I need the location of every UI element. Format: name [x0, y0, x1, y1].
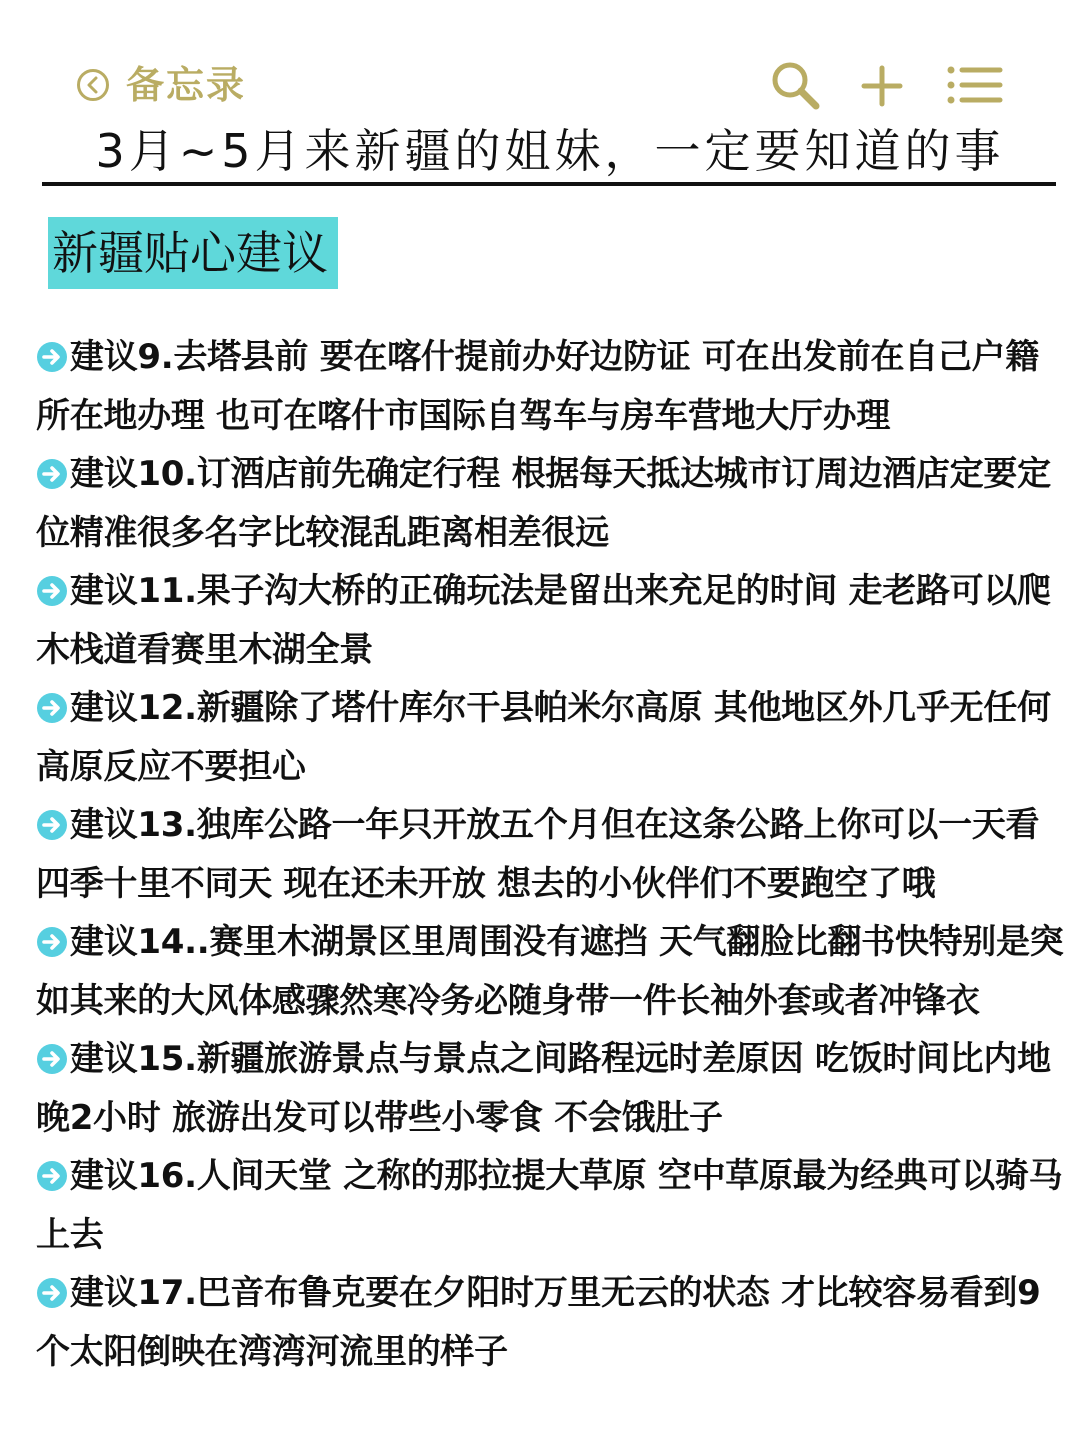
title-underline	[42, 182, 1056, 186]
tip-text: 建议9.去塔县前 要在喀什提前办好边防证 可在出发前在自己户籍所在地办理 也可在喀什市国际自驾车与房车营地大厅办理	[36, 337, 1039, 436]
list-item	[36, 913, 1072, 1030]
search-icon[interactable]	[766, 56, 826, 116]
arrow-right-circle-icon	[36, 1160, 68, 1192]
arrow-right-circle-icon	[36, 458, 68, 490]
tip-text: 建议10.订酒店前先确定行程 根据每天抵达城市订周边酒店定要定位精准很多名字比较混乱距离相差很远	[36, 454, 1051, 553]
page-title: 3月~5月来新疆的姐妹，一定要知道的事	[95, 124, 1005, 178]
arrow-right-circle-icon	[36, 575, 68, 607]
list-icon[interactable]	[944, 56, 1004, 116]
tip-text: 建议11.果子沟大桥的正确玩法是留出来充足的时间 走老路可以爬木栈道看赛里木湖全景	[36, 571, 1051, 670]
tip-text: 建议14..赛里木湖景区里周围没有遮挡 天气翻脸比翻书快特别是突如其来的大风体感骤然寒冷务必随身带一件长袖外套或者冲锋衣	[36, 922, 1064, 1021]
arrow-right-circle-icon	[36, 1043, 68, 1075]
tip-text: 建议13.独库公路一年只开放五个月但在这条公路上你可以一天看四季十里不同天 现在还未开放 想去的小伙伴们不要跑空了哦	[36, 805, 1040, 904]
tip-text: 建议17.巴音布鲁克要在夕阳时万里无云的状态 才比较容易看到9个太阳倒映在湾湾河流里的样子	[36, 1273, 1041, 1372]
list-item	[36, 328, 1072, 445]
list-item	[36, 679, 1072, 796]
section-heading: 新疆贴心建议	[48, 217, 338, 289]
list-item	[36, 562, 1072, 679]
tip-text: 建议16.人间天堂 之称的那拉提大草原 空中草原最为经典可以骑马上去	[36, 1156, 1063, 1255]
list-item	[36, 796, 1072, 913]
arrow-right-circle-icon	[36, 692, 68, 724]
back-label: 备忘录	[126, 63, 247, 107]
list-item	[36, 445, 1072, 562]
tips-list	[36, 328, 1072, 1381]
top-bar	[0, 56, 1080, 116]
arrow-right-circle-icon	[36, 926, 68, 958]
list-item	[36, 1264, 1072, 1381]
list-item	[36, 1030, 1072, 1147]
back-button[interactable]	[76, 62, 246, 108]
tip-text: 建议15.新疆旅游景点与景点之间路程远时差原因 吃饭时间比内地晚2小时 旅游出发可以带些小零食 不会饿肚子	[36, 1039, 1051, 1138]
arrow-right-circle-icon	[36, 809, 68, 841]
back-circle-icon	[76, 68, 110, 102]
list-item	[36, 1147, 1072, 1264]
arrow-right-circle-icon	[36, 1277, 68, 1309]
plus-icon[interactable]	[852, 56, 912, 116]
arrow-right-circle-icon	[36, 341, 68, 373]
tip-text: 建议12.新疆除了塔什库尔干县帕米尔高原 其他地区外几乎无任何高原反应不要担心	[36, 688, 1051, 787]
